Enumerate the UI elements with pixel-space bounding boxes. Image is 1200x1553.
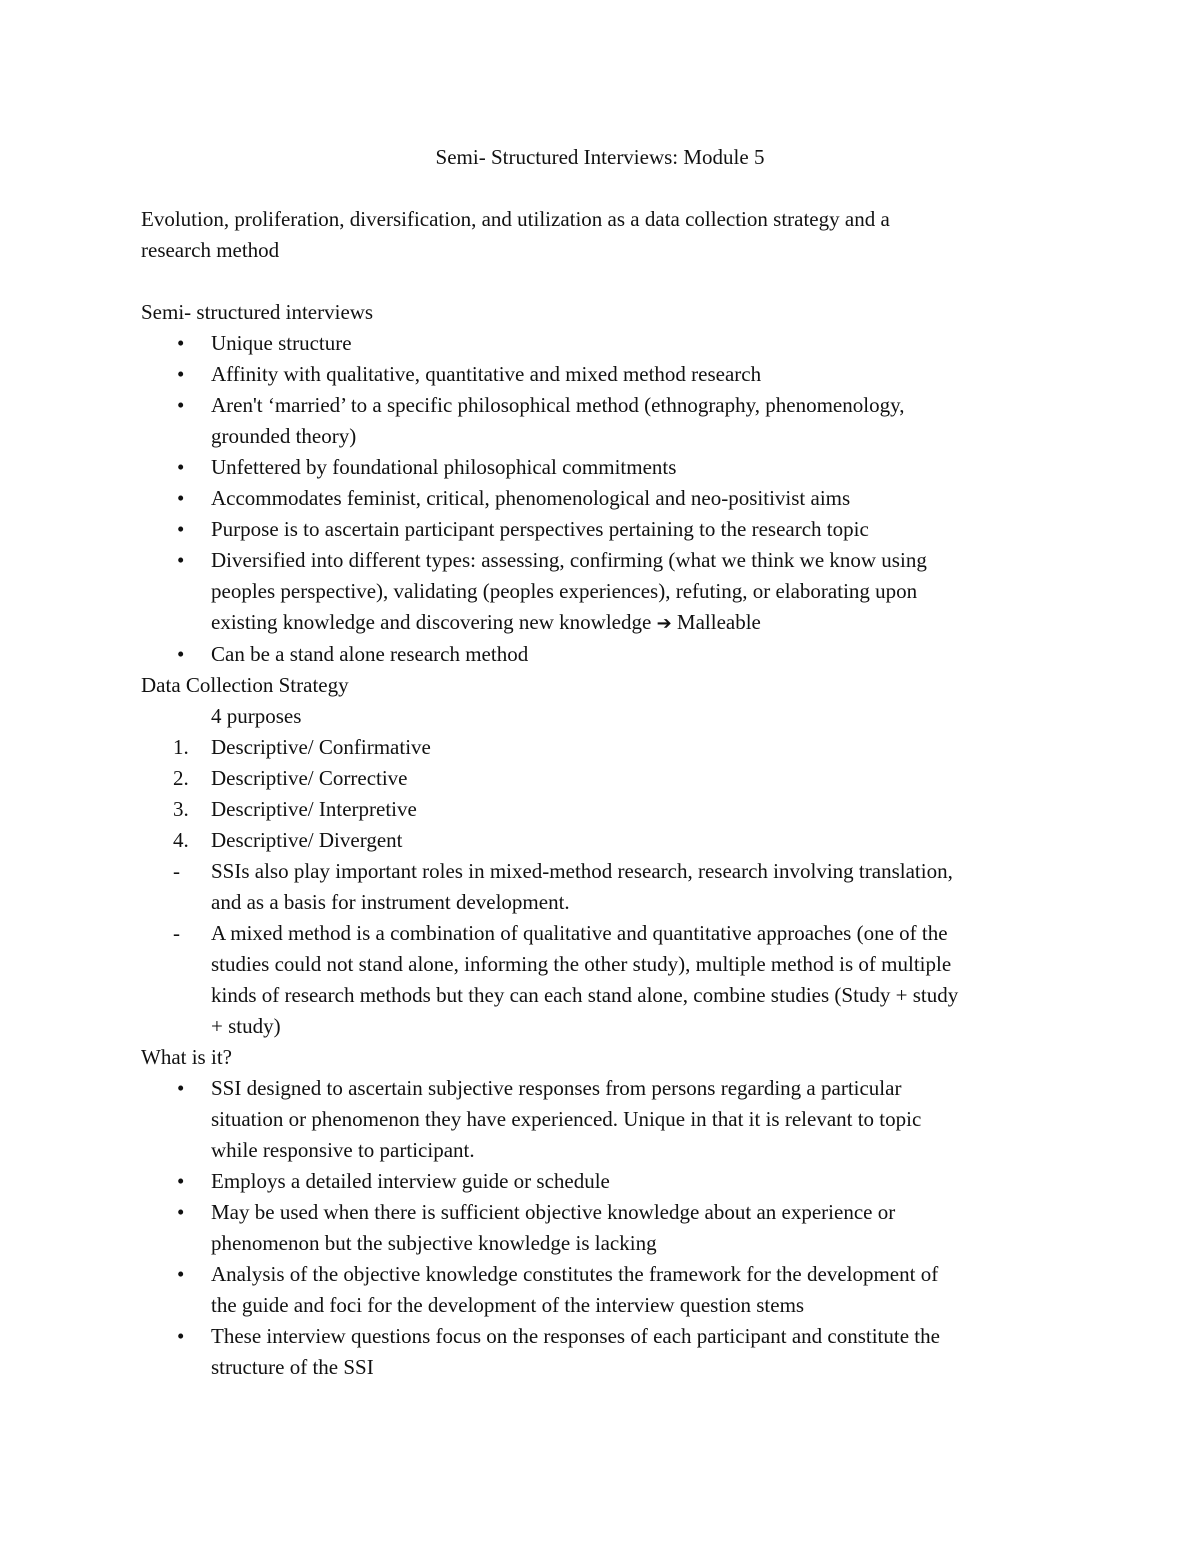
document-body xyxy=(141,297,1056,1383)
bullet-marker: • xyxy=(177,1262,185,1286)
bullet-marker: • xyxy=(177,1076,185,1100)
bullet-marker: • xyxy=(177,362,185,386)
list-item-line: kinds of research methods but they can each stand alone, combine studies (Study + study xyxy=(211,983,959,1007)
list-item-line: grounded theory) xyxy=(211,424,357,448)
list-item-line: Descriptive/ Corrective xyxy=(211,766,408,790)
list-item-text: Malleable xyxy=(676,610,761,634)
list-item xyxy=(141,1259,1056,1321)
number-marker: 1. xyxy=(173,735,189,759)
list-item-line: situation or phenomenon they have experienced. Unique in that it is relevant to topic xyxy=(211,1107,922,1131)
bullet-marker: • xyxy=(177,393,185,417)
list-item xyxy=(141,1197,1056,1259)
list-item-line: May be used when there is sufficient objective knowledge about an experience or xyxy=(211,1200,896,1224)
section-heading-semi-structured: Semi- structured interviews xyxy=(141,300,374,324)
dash-item xyxy=(141,918,1056,1042)
number-marker: 3. xyxy=(173,797,189,821)
list-item-line: peoples perspective), validating (peoples experiences), refuting, or elaborating upon xyxy=(211,579,918,603)
bullet-marker: • xyxy=(177,455,185,479)
list-item-line: Affinity with qualitative, quantitative and mixed method research xyxy=(211,362,762,386)
list-item xyxy=(141,328,1056,359)
bullet-marker: • xyxy=(177,1324,185,1348)
purposes-label: 4 purposes xyxy=(211,704,302,728)
section-heading-what-is-it: What is it? xyxy=(141,1045,232,1069)
list-item-line: SSI designed to ascertain subjective responses from persons regarding a particular xyxy=(211,1076,902,1100)
list-item-line: Aren't ‘married’ to a specific philosophical method (ethnography, phenomenology, xyxy=(211,393,905,417)
list-item-line: + study) xyxy=(211,1014,281,1038)
list-item-line: Analysis of the objective knowledge constitutes the framework for the development of xyxy=(211,1262,939,1286)
list-item-line: Accommodates feminist, critical, phenomenological and neo-positivist aims xyxy=(211,486,851,510)
bullet-marker: • xyxy=(177,1200,185,1224)
dash-marker: - xyxy=(173,859,180,883)
list-item-line: A mixed method is a combination of qualitative and quantitative approaches (one of the xyxy=(211,921,948,945)
list-item xyxy=(141,483,1056,514)
list-item-line: structure of the SSI xyxy=(211,1355,374,1379)
number-marker: 4. xyxy=(173,828,189,852)
list-item-line: Unfettered by foundational philosophical commitments xyxy=(211,455,677,479)
dash-marker: - xyxy=(173,921,180,945)
intro-line: research method xyxy=(141,238,280,262)
list-item-line: Descriptive/ Interpretive xyxy=(211,797,417,821)
numbered-item xyxy=(141,794,1056,825)
list-item-line: while responsive to participant. xyxy=(211,1138,475,1162)
list-item-text: existing knowledge and discovering new knowledge xyxy=(211,610,652,634)
list-item-line: Purpose is to ascertain participant perspectives pertaining to the research topic xyxy=(211,517,869,541)
bullet-marker: • xyxy=(177,517,185,541)
numbered-item xyxy=(141,825,1056,856)
list-item-line: Descriptive/ Confirmative xyxy=(211,735,431,759)
list-item-line: These interview questions focus on the responses of each participant and constitute the xyxy=(211,1324,940,1348)
list-item xyxy=(141,1073,1056,1166)
intro-line: Evolution, proliferation, diversification, and utilization as a data collection strategy and a xyxy=(141,207,890,231)
list-item-line: Unique structure xyxy=(211,331,352,355)
list-item xyxy=(141,359,1056,390)
number-marker: 2. xyxy=(173,766,189,790)
numbered-item xyxy=(141,763,1056,794)
list-item xyxy=(141,545,1056,639)
list-item-line: phenomenon but the subjective knowledge is lacking xyxy=(211,1231,657,1255)
list-item-line: Diversified into different types: assessing, confirming (what we think we know using xyxy=(211,548,927,572)
list-item-line xyxy=(211,607,1056,639)
list-item-line: Can be a stand alone research method xyxy=(211,642,529,666)
list-item xyxy=(141,639,1056,670)
bullet-marker: • xyxy=(177,642,185,666)
list-item-line: studies could not stand alone, informing the other study), multiple method is of multiple xyxy=(211,952,952,976)
list-item xyxy=(141,452,1056,483)
list-item xyxy=(141,514,1056,545)
bullet-marker: • xyxy=(177,548,185,572)
document-title: Semi- Structured Interviews: Module 5 xyxy=(435,145,765,169)
list-item xyxy=(141,1321,1056,1383)
bullet-marker: • xyxy=(177,486,185,510)
arrow-right-icon: ➔ xyxy=(656,613,672,634)
list-item-line: Descriptive/ Divergent xyxy=(211,828,403,852)
bullet-marker: • xyxy=(177,331,185,355)
numbered-item xyxy=(141,732,1056,763)
list-item xyxy=(141,1166,1056,1197)
bullet-marker: • xyxy=(177,1169,185,1193)
list-item-line: Employs a detailed interview guide or schedule xyxy=(211,1169,610,1193)
list-item-line: and as a basis for instrument development. xyxy=(211,890,570,914)
list-item xyxy=(141,390,1056,452)
dash-item xyxy=(141,856,1056,918)
list-item-line: the guide and foci for the development of the interview question stems xyxy=(211,1293,805,1317)
section-heading-data-collection: Data Collection Strategy xyxy=(141,673,349,697)
list-item-line: SSIs also play important roles in mixed-method research, research involving translation, xyxy=(211,859,953,883)
intro-paragraph xyxy=(141,204,1056,266)
